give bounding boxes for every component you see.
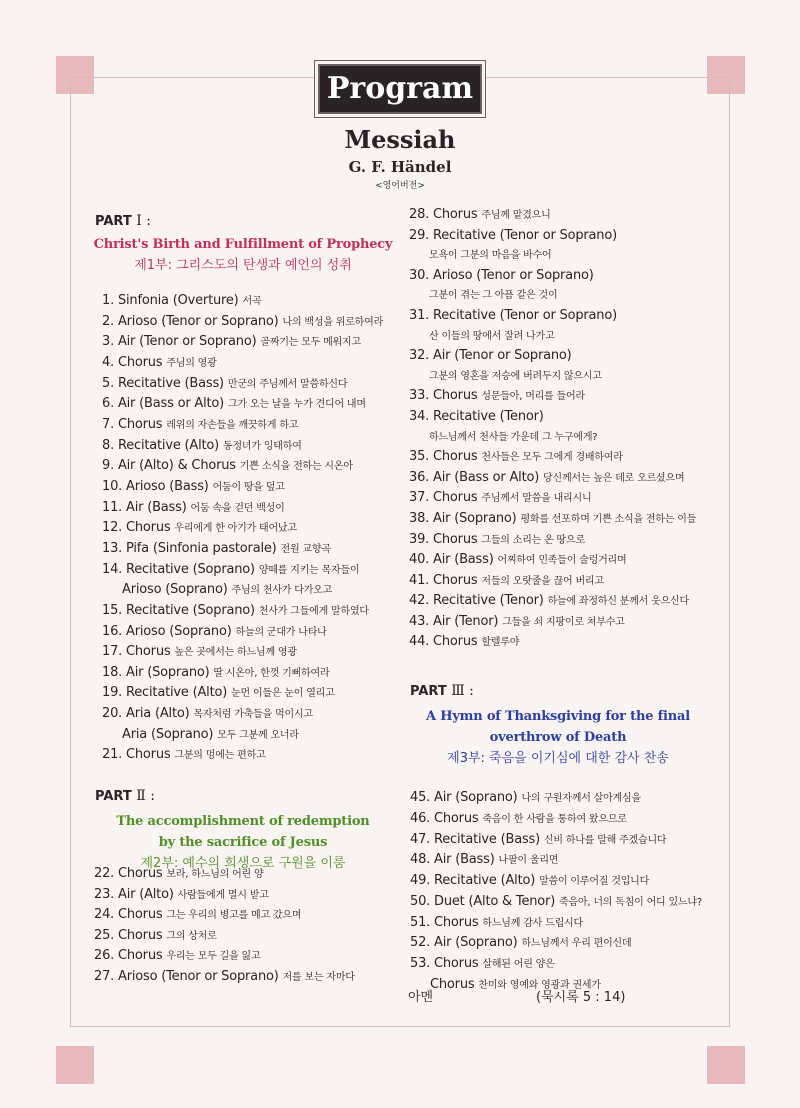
list-item xyxy=(409,571,696,592)
item-number: 22. xyxy=(94,866,115,881)
list-item xyxy=(409,488,696,509)
part3-title-en-line2: overthrow of Death xyxy=(489,730,627,745)
item-title: Recitative (Tenor or Soprano) xyxy=(433,227,617,243)
item-title: Arioso (Tenor or Soprano) xyxy=(433,267,594,283)
item-number: 31. xyxy=(409,307,430,323)
list-item xyxy=(410,788,702,809)
item-korean-title: 보라, 하느님의 어린 양 xyxy=(166,869,264,880)
list-item xyxy=(102,622,383,643)
list-item xyxy=(94,967,355,988)
item-number: 27. xyxy=(94,968,115,984)
list-item xyxy=(102,683,383,704)
item-korean-title: 주님께서 말씀을 내리시니 xyxy=(481,493,592,505)
list-item xyxy=(102,456,383,477)
item-number: 15. xyxy=(102,602,123,618)
item-number: 17. xyxy=(102,644,123,660)
list-item xyxy=(409,447,696,468)
item-number: 2. xyxy=(102,313,115,329)
work-title: Messiah xyxy=(344,125,456,154)
item-number: 8. xyxy=(102,437,115,453)
item-korean-title: 천사들은 모두 그에게 경배하여라 xyxy=(481,452,623,464)
item-number: 33. xyxy=(409,388,430,404)
item-korean-title: 사람들에게 멸시 받고 xyxy=(177,889,269,901)
part3-label-text: PART xyxy=(410,684,447,699)
item-number: 23. xyxy=(94,886,115,902)
corner-decoration-bottom-left xyxy=(56,1046,94,1084)
item-title: Chorus xyxy=(433,490,478,506)
item-korean-title: 하늘에 좌정하신 분께서 웃으신다 xyxy=(547,596,689,608)
item-number: 43. xyxy=(409,613,430,629)
list-item xyxy=(94,905,355,926)
list-item xyxy=(409,591,696,612)
list-item-continuation xyxy=(102,725,383,746)
item-korean-title: 모두 그분께 오너라 xyxy=(217,729,299,741)
item-number: 20. xyxy=(102,706,123,722)
item-korean-title: 우리는 모두 길을 잃고 xyxy=(166,951,261,963)
part1-roman: Ⅰ : xyxy=(136,213,151,229)
item-title: Recitative (Tenor or Soprano) xyxy=(433,307,617,323)
item-title: Recitative (Bass) xyxy=(434,831,540,847)
item-korean-title: 모욕이 그분의 마음을 바수어 xyxy=(429,250,552,262)
part1-title-en: Christ's Birth and Fulfillment of Prophecy xyxy=(93,237,393,252)
list-item xyxy=(102,539,383,560)
item-title: Sinfonia (Overture) xyxy=(117,293,239,308)
item-title: Air (Bass or Alto) xyxy=(117,396,225,412)
item-number: 37. xyxy=(409,490,430,506)
item-title: Air (Soprano) xyxy=(434,790,518,805)
item-korean-title: 딸 시온아, 한껏 기뻐하여라 xyxy=(213,667,330,679)
item-number: 50. xyxy=(410,893,431,909)
item-title: Air (Tenor or Soprano) xyxy=(117,334,257,350)
composer-name: G. F. Händel xyxy=(348,158,452,176)
list-item xyxy=(409,266,696,286)
item-korean-title: 주님의 영광 xyxy=(166,357,217,369)
item-number: 9. xyxy=(102,458,115,474)
item-korean-title: 말씀이 이루어질 것입니다 xyxy=(539,876,650,887)
item-title: Chorus xyxy=(126,644,171,660)
list-item xyxy=(102,394,383,415)
item-korean-title: 할렐루야 xyxy=(481,637,520,649)
item-title: Chorus xyxy=(118,948,163,964)
item-number: 47. xyxy=(410,831,431,847)
item-title: Chorus xyxy=(118,927,163,943)
item-number: 36. xyxy=(409,469,430,485)
item-korean-title: 주님께 맡겼으니 xyxy=(481,210,551,221)
item-title: Chorus xyxy=(433,531,478,547)
item-korean-title: 그의 상처로 xyxy=(166,930,217,942)
item-number: 41. xyxy=(409,572,430,588)
item-korean-title: 눈먼 이들은 눈이 열리고 xyxy=(231,688,335,700)
list-item xyxy=(410,871,702,892)
item-number: 21. xyxy=(102,747,123,763)
item-title: Arioso (Soprano) xyxy=(122,582,228,598)
item-korean-title: 서곡 xyxy=(242,296,262,307)
item-title: Chorus xyxy=(433,634,478,650)
item-title: Recitative (Tenor) xyxy=(433,593,544,609)
program-header xyxy=(0,124,800,194)
item-korean-title: 평화를 선포하며 기쁜 소식을 전하는 이들 xyxy=(520,513,697,525)
list-item xyxy=(102,518,383,539)
item-title: Air (Bass) xyxy=(433,552,494,568)
list-item xyxy=(102,663,383,684)
list-item xyxy=(102,477,383,498)
list-item xyxy=(409,530,696,551)
list-item xyxy=(409,226,696,246)
list-item xyxy=(409,612,696,633)
part1-label-text: PART xyxy=(95,214,132,229)
item-korean-title: 그들의 소리는 온 땅으로 xyxy=(481,534,585,546)
list-item xyxy=(102,498,383,519)
item-korean-title: 나의 백성을 위로하여라 xyxy=(282,316,384,328)
item-title: Chorus xyxy=(434,810,479,826)
item-title: Chorus xyxy=(433,388,478,404)
item-title: Recitative (Soprano) xyxy=(126,602,255,618)
item-number: 38. xyxy=(409,510,430,526)
item-title: Arioso (Tenor or Soprano) xyxy=(118,968,279,984)
item-korean-title: 주님의 천사가 다가오고 xyxy=(231,585,333,597)
list-item xyxy=(410,850,702,871)
item-number: 6. xyxy=(102,396,115,412)
item-number: 46. xyxy=(410,810,431,826)
list-item xyxy=(410,830,702,851)
item-korean-title: 살해된 어린 양은 xyxy=(482,959,555,970)
list-item xyxy=(410,913,702,934)
item-title: Air (Bass or Alto) xyxy=(433,469,540,485)
item-title: Chorus xyxy=(118,907,163,923)
list-item xyxy=(102,745,383,766)
part2-title-en-line2: by the sacrifice of Jesus xyxy=(158,835,328,850)
list-item xyxy=(409,346,696,366)
list-item-continuation xyxy=(102,580,383,601)
list-item xyxy=(409,306,696,326)
item-korean-title: 전원 교향곡 xyxy=(280,543,331,555)
list-item xyxy=(409,386,696,407)
part2-item-list xyxy=(94,864,355,988)
part3-item-list xyxy=(410,788,702,996)
list-item xyxy=(410,892,702,913)
item-number: 42. xyxy=(409,593,430,609)
list-item xyxy=(409,509,696,530)
item-korean-title: 죽음이 한 사람을 통하여 왔으므로 xyxy=(482,813,627,825)
item-title: Air (Alto) xyxy=(118,886,174,902)
item-title: Air (Soprano) xyxy=(433,510,517,526)
list-item xyxy=(409,550,696,571)
item-number: 10. xyxy=(102,478,123,494)
item-number: 26. xyxy=(94,948,115,964)
item-korean-title: 어둠 속을 걷던 백성이 xyxy=(190,502,285,514)
item-title: Chorus xyxy=(433,572,478,588)
list-item xyxy=(409,407,696,427)
item-korean-title: 하느님께서 우리 편이신데 xyxy=(521,938,632,950)
item-number: 48. xyxy=(410,852,431,868)
item-korean-title: 어찌하여 민족들이 술렁거리며 xyxy=(497,555,627,567)
item-korean-title: 찬미와 영예와 영광과 권세가 xyxy=(478,979,601,991)
item-korean-title: 그는 우리의 병고를 메고 갔으며 xyxy=(166,910,302,922)
item-title: Chorus xyxy=(433,207,478,222)
item-korean-title: 양떼를 지키는 목자들이 xyxy=(258,564,360,576)
item-number: 25. xyxy=(94,927,115,943)
part1-title xyxy=(88,234,398,276)
list-item xyxy=(102,291,383,312)
item-title: Aria (Soprano) xyxy=(122,726,214,742)
item-number: 34. xyxy=(409,408,430,424)
item-korean-title: 그가 오는 날을 누가 견디어 내며 xyxy=(227,399,366,411)
item-number: 3. xyxy=(102,334,115,350)
item-number: 53. xyxy=(410,956,431,971)
item-title: Air (Bass) xyxy=(434,852,495,868)
item-number: 19. xyxy=(102,685,123,701)
item-title: Air (Soprano) xyxy=(434,935,518,951)
item-title: Recitative (Alto) xyxy=(117,437,220,453)
list-item-korean-line xyxy=(409,366,696,387)
part3-roman: Ⅲ : xyxy=(451,683,474,699)
list-item xyxy=(410,809,702,830)
item-number: 18. xyxy=(102,664,123,680)
item-korean-title: 하느님께 감사 드립시다 xyxy=(482,917,583,929)
item-korean-title: 저를 보는 자마다 xyxy=(282,971,355,983)
part1-title-ko: 제1부: 그리스도의 탄생과 예언의 성취 xyxy=(134,258,352,273)
item-number: 28. xyxy=(409,207,430,222)
list-item xyxy=(410,954,702,975)
item-title: Air (Alto) & Chorus xyxy=(117,458,236,474)
item-number: 11. xyxy=(102,499,123,515)
item-number: 13. xyxy=(102,540,123,556)
list-item-korean-line xyxy=(409,245,696,266)
part3-title-en-line1: A Hymn of Thanksgiving for the final xyxy=(426,709,690,724)
item-number: 7. xyxy=(102,416,115,432)
part2-continued-item-list xyxy=(409,205,696,653)
part1-item-list xyxy=(102,291,383,766)
part2-label-text: PART xyxy=(95,789,132,804)
item-korean-title: 레위의 자손들을 깨끗하게 하고 xyxy=(166,419,299,431)
list-item xyxy=(102,642,383,663)
list-item xyxy=(94,946,355,967)
item-korean-title: 죽음아, 너의 독침이 어디 있느냐? xyxy=(559,896,702,908)
item-title: Chorus xyxy=(434,956,479,971)
item-korean-title: 우리에게 한 아기가 태어났고 xyxy=(174,523,297,535)
item-title: Air (Tenor or Soprano) xyxy=(433,348,572,364)
item-korean-title: 높은 곳에서는 하느님께 영광 xyxy=(174,647,297,659)
item-korean-title: 하늘의 군대가 나타나 xyxy=(235,626,327,638)
list-item xyxy=(410,933,702,954)
item-number: 32. xyxy=(409,348,430,364)
item-title: Recitative (Soprano) xyxy=(126,561,255,577)
item-title: Arioso (Soprano) xyxy=(126,623,232,639)
item-title: Arioso (Tenor or Soprano) xyxy=(117,313,279,329)
part2-roman: Ⅱ : xyxy=(136,788,155,804)
list-item xyxy=(102,332,383,353)
item-number: 44. xyxy=(409,634,430,650)
list-item xyxy=(102,436,383,457)
item-number: 51. xyxy=(410,914,431,930)
item-title: Recitative (Bass) xyxy=(117,375,224,391)
list-item xyxy=(94,885,355,906)
part2-label xyxy=(95,788,155,804)
list-item xyxy=(409,205,696,226)
list-item xyxy=(102,312,383,333)
item-title: Chorus xyxy=(117,354,163,370)
item-title: Recitative (Alto) xyxy=(126,685,228,701)
item-number: 35. xyxy=(409,449,430,465)
item-korean-title: 천사가 그들에게 말하였다 xyxy=(258,605,369,617)
item-title: Pifa (Sinfonia pastorale) xyxy=(126,540,277,556)
item-title: Chorus xyxy=(433,449,478,465)
item-title: Chorus xyxy=(126,747,171,763)
item-title: Air (Soprano) xyxy=(126,664,210,680)
item-korean-title: 어둠이 땅을 덮고 xyxy=(212,481,285,493)
item-korean-title: 하느님께서 천사들 가운데 그 누구에게? xyxy=(429,431,598,443)
item-number: 52. xyxy=(410,935,431,951)
item-korean-title: 당신께서는 높은 데로 오르셨으며 xyxy=(543,472,685,484)
closing-line xyxy=(408,986,638,1005)
part3-title-ko: 제3부: 죽음을 이기심에 대한 감사 찬송 xyxy=(447,751,669,766)
list-item xyxy=(102,560,383,581)
item-number: 1. xyxy=(102,293,115,308)
item-title: Chorus xyxy=(117,416,163,432)
list-item xyxy=(102,704,383,725)
item-korean-title: 그분이 겪는 그 아픔 같은 것이 xyxy=(429,290,558,302)
item-title: Air (Bass) xyxy=(126,499,187,515)
item-korean-title: 나의 구원자께서 살아계심을 xyxy=(521,793,641,804)
item-korean-title: 그분의 멍에는 편하고 xyxy=(174,750,266,762)
item-number: 39. xyxy=(409,531,430,547)
part3-title xyxy=(400,706,716,769)
list-item xyxy=(94,864,355,885)
closing-scripture-reference: (묵시록 5 : 14) xyxy=(536,990,626,1005)
item-korean-title: 산 이들의 땅에서 잘려 나가고 xyxy=(429,330,555,342)
item-title: Duet (Alto & Tenor) xyxy=(434,893,556,909)
item-number: 49. xyxy=(410,873,431,888)
item-number: 30. xyxy=(409,267,430,283)
list-item-korean-line xyxy=(409,285,696,306)
item-number: 4. xyxy=(102,354,115,370)
list-item xyxy=(102,601,383,622)
list-item-korean-line xyxy=(409,326,696,347)
item-korean-title: 그들을 쇠 지팡이로 쳐부수고 xyxy=(502,616,625,628)
part2-title-en-line1: The accomplishment of redemption xyxy=(116,814,370,829)
item-korean-title: 기쁜 소식을 전하는 시온아 xyxy=(239,461,353,473)
item-title: Chorus xyxy=(126,520,171,536)
item-title: Aria (Alto) xyxy=(126,706,190,722)
item-title: Chorus xyxy=(430,976,475,992)
list-item xyxy=(102,374,383,395)
item-korean-title: 만군의 주님께서 말씀하신다 xyxy=(227,378,348,390)
item-number: 12. xyxy=(102,520,123,536)
corner-decoration-bottom-right xyxy=(707,1046,745,1084)
item-korean-title: 저들의 오랏줄을 끊어 버리고 xyxy=(481,575,604,587)
item-korean-title: 동정녀가 잉태하여 xyxy=(223,440,302,452)
list-item-korean-line xyxy=(409,427,696,448)
item-number: 29. xyxy=(409,227,430,243)
item-title: Recitative (Tenor) xyxy=(433,408,544,424)
item-korean-title: 그분의 영혼을 저승에 버려두지 않으시고 xyxy=(429,370,602,382)
item-title: Recitative (Alto) xyxy=(434,873,536,888)
version-note: <영어버전> xyxy=(375,181,425,191)
item-title: Chorus xyxy=(434,914,479,930)
item-korean-title: 골짜기는 모두 메워지고 xyxy=(260,337,361,349)
item-korean-title: 나팔이 울리면 xyxy=(498,855,559,867)
item-title: Air (Tenor) xyxy=(433,613,499,629)
list-item xyxy=(94,926,355,947)
item-number: 14. xyxy=(102,561,123,577)
item-korean-title: 신비 하나를 말해 주겠습니다 xyxy=(543,834,667,846)
item-title: Chorus xyxy=(118,866,163,881)
item-number: 40. xyxy=(409,552,430,568)
item-title: Arioso (Bass) xyxy=(126,478,209,494)
part2-title-ko: 제2부: 예수의 희생으로 구원을 이룸 xyxy=(140,856,346,871)
item-number: 45. xyxy=(410,790,431,805)
item-korean-title: 목자처럼 가축들을 먹이시고 xyxy=(193,709,313,721)
list-item xyxy=(409,468,696,489)
page-title: Program xyxy=(318,64,482,114)
closing-amen: 아멘 xyxy=(408,990,434,1005)
part1-label xyxy=(95,213,151,229)
list-item xyxy=(102,415,383,436)
list-item xyxy=(102,353,383,374)
list-item xyxy=(409,632,696,653)
part3-label xyxy=(410,683,474,699)
item-number: 16. xyxy=(102,623,123,639)
item-number: 24. xyxy=(94,907,115,923)
item-korean-title: 성문들아, 머리를 들어라 xyxy=(481,391,585,403)
item-number: 5. xyxy=(102,375,115,391)
